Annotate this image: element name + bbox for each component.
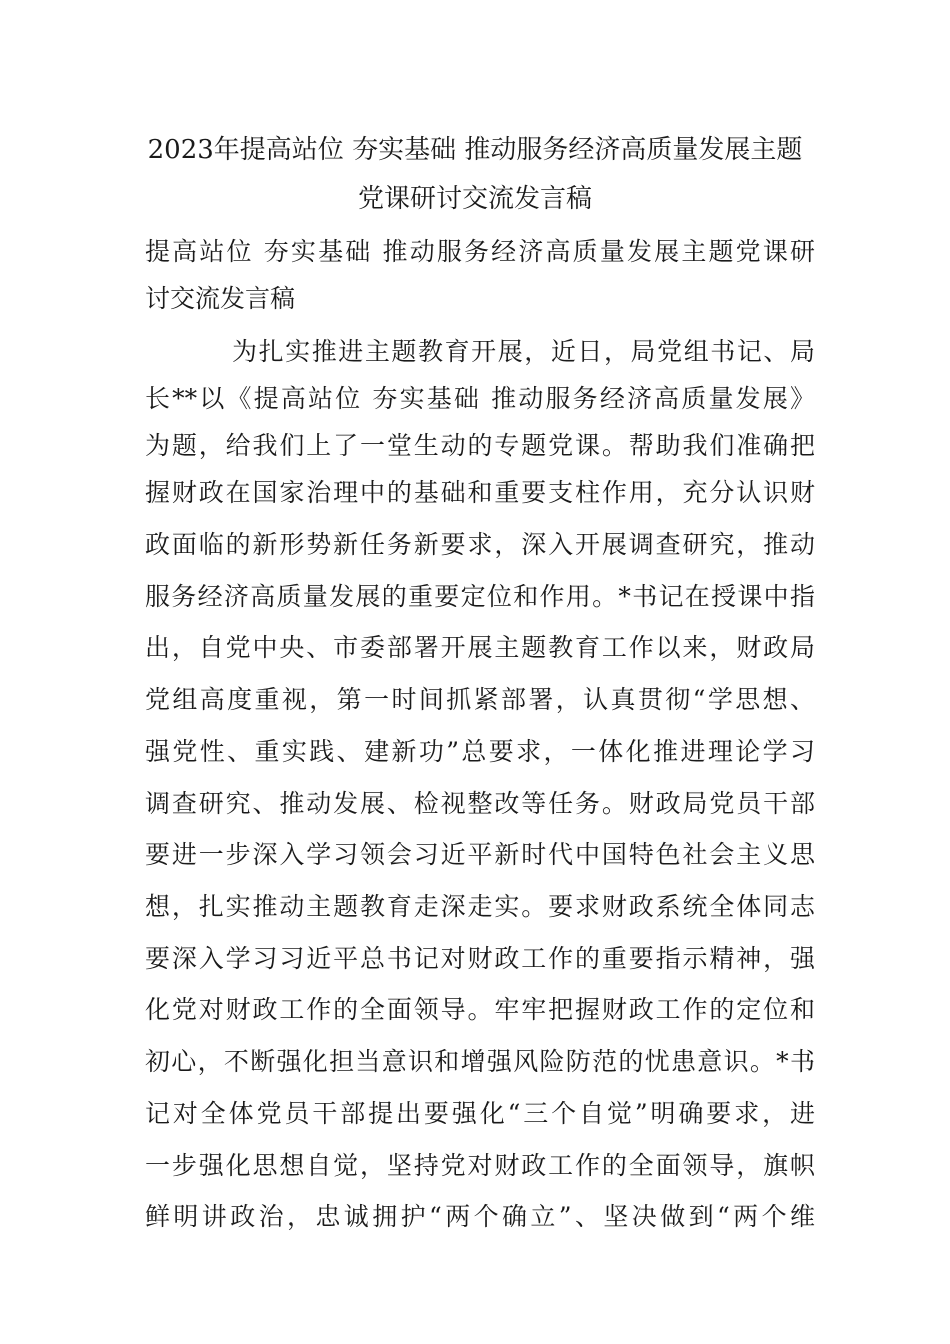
body-line: 长**以《提高站位 夯实基础 推动服务经济高质量发展》 — [145, 384, 815, 413]
document-title-line-2: 党课研讨交流发言稿 — [357, 184, 592, 214]
body-line: 为扎实推进主题教育开展，近日，局党组书记、局 — [232, 337, 815, 366]
body-line: 调查研究、推动发展、检视整改等任务。财政局党员干部 — [145, 789, 815, 818]
document-title-line-1: 2023年提高站位 夯实基础 推动服务经济高质量发展主题 — [147, 135, 803, 165]
body-line: 初心，不断强化担当意识和增强风险防范的忧患意识。*书 — [145, 1047, 815, 1076]
body-line: 鲜明讲政治，忠诚拥护“两个确立”、坚决做到“两个维 — [145, 1202, 815, 1231]
body-line: 记对全体党员干部提出要强化“三个自觉”明确要求，进 — [145, 1099, 815, 1128]
subtitle-line-2: 讨交流发言稿 — [145, 284, 296, 313]
body-line: 出，自党中央、市委部署开展主题教育工作以来，财政局 — [145, 633, 815, 662]
body-line: 党组高度重视，第一时间抓紧部署，认真贯彻“学思想、 — [145, 685, 815, 714]
body-line: 化党对财政工作的全面领导。牢牢把握财政工作的定位和 — [145, 995, 815, 1024]
body-line: 政面临的新形势新任务新要求，深入开展调查研究，推动 — [145, 530, 815, 559]
body-line: 一步强化思想自觉，坚持党对财政工作的全面领导，旗帜 — [145, 1151, 815, 1180]
body-line: 要进一步深入学习领会习近平新时代中国特色社会主义思 — [145, 840, 815, 869]
body-line: 握财政在国家治理中的基础和重要支柱作用，充分认识财 — [145, 478, 815, 507]
body-line: 要深入学习习近平总书记对财政工作的重要指示精神，强 — [145, 944, 815, 973]
subtitle-line-1: 提高站位 夯实基础 推动服务经济高质量发展主题党课研 — [145, 237, 815, 266]
body-line: 强党性、重实践、建新功”总要求，一体化推进理论学习 — [145, 737, 815, 766]
body-line: 为题，给我们上了一堂生动的专题党课。帮助我们准确把 — [145, 431, 815, 460]
body-line: 服务经济高质量发展的重要定位和作用。*书记在授课中指 — [145, 582, 815, 611]
body-line: 想，扎实推动主题教育走深走实。要求财政系统全体同志 — [145, 892, 815, 921]
